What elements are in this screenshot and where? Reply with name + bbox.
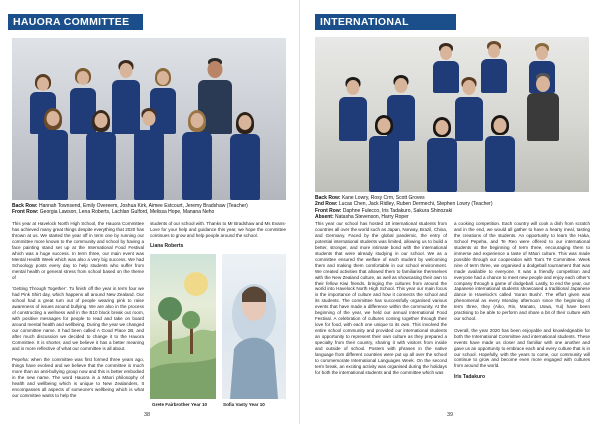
photo-caption: Back Row: Kane Lowry, Rosy Crm, Scott Groves 2nd Row: Lucas Chen, Jack Ridley, Ruben Dermechi, Stephen Lowry (Teacher) Front Row: Daphne Fulecco, Iris Tadakuro, Sakura Shinozaki Absent: Natasha Stevenson, Harry Roper	[315, 195, 493, 220]
teacher-figure	[527, 73, 559, 141]
paragraph: Overall, the year 2020 has been enjoyable and knowledgeable for both the International Committee and international students. These events have made us closer and familiar with one another and gave us an opportunity to embrace each and every culture that is in our school. Hopefully, with the years to come, our community will continue to grow and become even more engaged with cultures from around the world.	[454, 327, 590, 369]
student-figure	[230, 112, 260, 200]
paragraph: students of our school with. Thanks to Mr Bradshaw and Ms Evans-Love for your help and guidance this year, we hope the committee continues to grow and help people around the school.	[150, 221, 286, 238]
student-figure	[38, 108, 68, 200]
article-column-2	[454, 221, 590, 381]
student-figure	[427, 117, 457, 192]
student-figure	[485, 115, 515, 192]
photo-caption: Back Row: Hannah Townsend, Emily Overeem, Joshua Kirk, Aimee Estcourt, Jeremy Bradshaw (Teacher) Front Row: Georgia Lawson, Lena Roberts, Lachlan Gulford, Melissa Hope, Manana Neho	[12, 203, 248, 216]
international-group-photo	[315, 37, 589, 192]
student-figure	[86, 110, 116, 200]
student-figure	[481, 41, 507, 93]
paragraph: This year at Havelock North High School, the Hauora Committee has achieved many great things despite everything that 2020 has thrown at us. We started the year off in term one by running our committee more known to the community and school by having a face painting stand set up at the International Food Festival which was a huge success. In term three, our main event was Mental Health Week which was also a very big success. We had Schoology posts every day to help students who suffer from mental health or general stress from school based on the theme of	[12, 221, 144, 280]
article-column-1	[315, 221, 447, 381]
artwork-caption-1: Grete Fairbrother Year 10	[152, 402, 208, 407]
section-title-hauora: HAUORA COMMITTEE	[8, 14, 143, 30]
student-artwork-2	[222, 254, 286, 399]
student-figure	[369, 115, 399, 192]
article-author: Iris Tadakuro	[454, 373, 486, 380]
artwork-illustration	[150, 254, 216, 399]
article-author: Liana Roberts	[150, 243, 184, 250]
page-number: 39	[447, 412, 454, 418]
artwork-caption-2: Sofia Vasty Year 10	[223, 402, 265, 407]
paragraph: Pepeha: when the committee was first formed three years ago, things have evolved and we believe that the committee is much more than an anti-bullying group now and this is better embodied in the new name. The word Hauora is a Māori philosophy of health and wellbeing which is unique to New Zealanders. It encompasses all aspects of someone’s wellbeing which is what our committee wants to help the	[12, 357, 144, 398]
hauora-group-photo	[12, 38, 286, 200]
paragraph: a cooking competition. Each country will cook a dish from scratch and in the end, we would all gather to have a hearty meal, tasting the creations of the students. An opportunity to learn the Haka, School Pepeha, and Te Reo were offered to our international students at the beginning of term three, encouraging them to immerse and experience a taste of Māori culture. This was made possible through our cooperation with Toa’s Tē Committee. Week nine of term three, we organised a dodgeball tournament that was made available to everyone. It was a friendly competition and everyone had a chance to meet new people and enjoy each other’s company through a game of dodgeball. Lastly, to end the year, our Japanese international students showcased a traditional Japanese dance in Havelock’s called ‘Soran Bushi’. The effort given was phenomenal as every Monday afternoon since the beginning of term three, they (Aiko, Rin, Manato, Uswa, Yui) have been practising to be able to perform and share a bit of their culture with our school.	[454, 221, 590, 322]
artwork-illustration	[222, 254, 286, 399]
page-number: 38	[144, 412, 151, 418]
student-figure	[455, 77, 483, 141]
student-figure	[134, 108, 164, 200]
page-right	[301, 0, 600, 424]
article-column-1	[12, 221, 144, 404]
student-figure	[339, 77, 367, 141]
paragraph: This year our school has hosted 18 international students from countries all over the world such as Japan, Norway, Brazil, China, and Germany. Faced by the global pandemic, the entry of potential international students was limited, allowing us to build a better, stronger, and more intimate bond with the international students that were already studying in our school. We as a committee ensured the welfare of each student by welcoming them and making them comfortable in our school environment. We created activities that allowed them to familiarise themselves with the New Zealand culture, as well as showcasing their own to their fellow Kiwi friends, bringing the cultures from around the world into Havelock North High School. This year our main focus is the importance of culture and how it connects the school and its students. The committee has successfully organised various events that have made a difference within the community. At the beginning of the year, we held our annual International Food Festival. A celebration of cultures coming together through their love for food, with each one unique to its own. This involved the entire school community and provided our international students an opportunity to represent their own culture as they prepared a specialty from their country, sharing it with visitors from inside and outside of school. Posters with phrases in the native language from different countries were put up all over the school to commemorate International Languages Week. On the second term break, an exciting activity was organised during the holidays for both the international students and the committee which was	[315, 221, 447, 375]
article-column-2	[150, 221, 286, 250]
student-figure	[182, 110, 212, 200]
section-title-international: INTERNATIONAL	[315, 14, 456, 30]
paragraph: ‘Getting Through Together’. To finish off the year in term four we had Pink Shirt day, which happens all around New Zealand. Our school had a great turn out of people wearing pink to raise awareness of issues around bullying. We are also in the process of constructing a wellness wall in the B10 block break out room, with positive messages for people to read and take on board around mental health and wellbeing. During the year we changed our committee name. It had been called A Good Place 2B, and after much discussion we decided to change it to the Hauora Committee. It is shorter, and we believe it has a better meaning and is more reflective of what our committee is all about.	[12, 286, 144, 351]
student-artwork-1	[150, 254, 216, 399]
